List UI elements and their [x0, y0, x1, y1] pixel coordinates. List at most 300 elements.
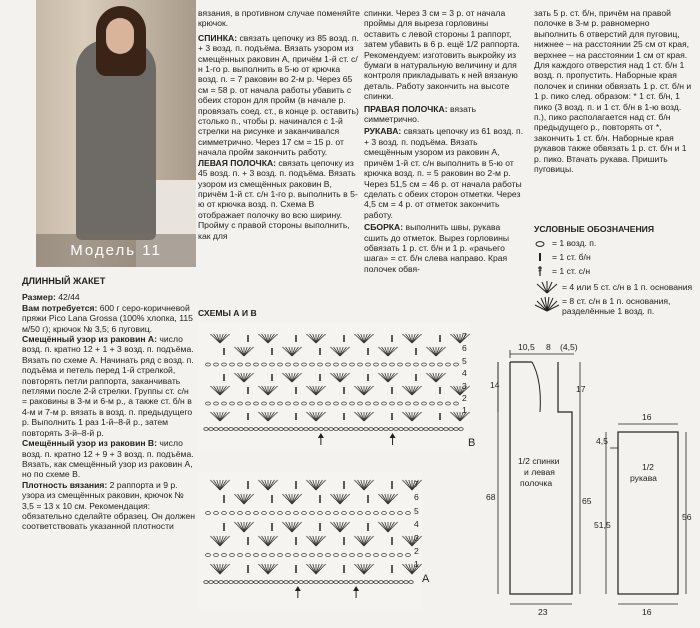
foundation-chain-mark [289, 428, 293, 431]
dim-51-5: 51,5 [594, 520, 611, 530]
chain-stitch-mark [286, 363, 291, 366]
chain-stitch-mark [406, 363, 411, 366]
chain-stitch-mark [262, 402, 267, 405]
chart-a-row-numbers: 7 6 5 4 3 2 1 [414, 479, 419, 570]
foundation-chain-mark [284, 428, 288, 431]
foundation-chain-mark [229, 428, 233, 431]
foundation-chain-mark [264, 581, 268, 584]
dim-sleeve-bottom-16: 16 [642, 607, 652, 617]
chart-b-grid [198, 322, 470, 452]
chain-stitch-mark [326, 363, 331, 366]
foundation-chain-mark [364, 581, 368, 584]
foundation-chain-mark [329, 428, 333, 431]
materials-paragraph: Вам потребуется: 600 г серо-коричневой пряжи Pico Lana Grossa (100% хлопка, 115 м/50 г); крючок № 3,5; 6 пуговиц. [22, 302, 193, 334]
chain-stitch-mark [230, 512, 235, 515]
chain-stitch-mark [374, 554, 379, 557]
chain-stitch-mark [318, 402, 323, 405]
chain-stitch-mark [334, 402, 339, 405]
column-2 [198, 8, 360, 241]
chain-stitch-mark [286, 402, 291, 405]
chain-stitch-mark [406, 554, 411, 557]
foundation-chain-mark [219, 428, 223, 431]
single-crochet-mark [223, 523, 225, 531]
single-crochet-mark [247, 413, 249, 420]
chain-stitch-mark [390, 363, 395, 366]
legend-item: = 4 или 5 ст. с/н в 1 п. основания [562, 282, 693, 292]
foundation-chain-mark [214, 581, 218, 584]
single-crochet-mark [319, 374, 321, 381]
foundation-chain-mark [449, 428, 453, 431]
single-crochet-mark [295, 481, 297, 489]
single-crochet-mark [391, 335, 393, 342]
chain-stitch-mark [398, 363, 403, 366]
shell-stitch-mark [214, 334, 220, 343]
foundation-chain-mark [244, 428, 248, 431]
single-crochet-symbol-icon [534, 252, 546, 262]
shell-stitch-mark [262, 536, 268, 546]
foundation-chain-mark [404, 581, 408, 584]
foundation-chain-mark [204, 581, 208, 584]
shell-stitch-mark [430, 373, 436, 382]
foundation-chain-mark [224, 428, 228, 431]
chain-stitch-mark [206, 512, 211, 515]
single-crochet-mark [295, 387, 297, 394]
single-crochet-mark [367, 348, 369, 355]
foundation-chain-mark [384, 581, 388, 584]
shell-stitch-mark [406, 412, 412, 421]
foundation-chain-mark [299, 581, 303, 584]
repeat-arrow-head [353, 586, 359, 591]
shell-stitch-mark [334, 494, 340, 504]
foundation-chain-mark [304, 581, 308, 584]
foundation-chain-mark [379, 428, 383, 431]
single-crochet-mark [247, 565, 249, 573]
chain-stitch-mark [422, 402, 427, 405]
foundation-chain-mark [444, 428, 448, 431]
chain-stitch-mark [382, 363, 387, 366]
chain-stitch-mark [246, 363, 251, 366]
single-crochet-mark [247, 387, 249, 394]
chain-stitch-mark [222, 402, 227, 405]
shell-stitch-mark [310, 334, 316, 343]
foundation-chain-mark [254, 428, 258, 431]
foundation-chain-mark [284, 581, 288, 584]
chain-stitch-mark [326, 554, 331, 557]
chain-stitch-mark [414, 363, 419, 366]
foundation-chain-mark [339, 581, 343, 584]
shell-stitch-mark [454, 412, 460, 421]
chain-stitch-mark [302, 554, 307, 557]
chain-stitch-mark [206, 402, 211, 405]
shell-stitch-mark [454, 334, 460, 343]
single-crochet-mark [295, 335, 297, 342]
chain-stitch-mark [214, 512, 219, 515]
shell-stitch-mark [214, 480, 220, 490]
foundation-chain-mark [389, 428, 393, 431]
dim-68: 68 [486, 492, 496, 502]
chain-stitch-mark [302, 402, 307, 405]
foundation-chain-mark [409, 428, 413, 431]
shell-stitch-mark [310, 386, 316, 395]
chart-b-row-numbers: 7 6 5 4 3 2 1 [462, 331, 467, 416]
foundation-chain-mark [269, 581, 273, 584]
foundation-chain-mark [209, 581, 213, 584]
foundation-chain-mark [274, 581, 278, 584]
foundation-chain-mark [214, 428, 218, 431]
foundation-chain-mark [279, 581, 283, 584]
single-crochet-mark [271, 374, 273, 381]
pattern-b-paragraph: Смещённый узор из раковин В: число возд. п. кратно 12 + 9 + 3 возд. п. подъёма. Вязать, как смещённый узор из раковин А, но по схеме В. [22, 438, 194, 480]
foundation-chain-mark [394, 581, 398, 584]
chain-stitch-mark [382, 402, 387, 405]
chain-stitch-mark [382, 554, 387, 557]
foundation-chain-mark [354, 428, 358, 431]
single-crochet-mark [343, 413, 345, 420]
chain-stitch-mark [230, 554, 235, 557]
chain-stitch-mark [214, 554, 219, 557]
foundation-chain-mark [259, 428, 263, 431]
foundation-chain-mark [384, 428, 388, 431]
chain-stitch-mark [246, 554, 251, 557]
shell-stitch-mark [238, 347, 244, 356]
chain-stitch-mark [422, 363, 427, 366]
foundation-chain-mark [344, 428, 348, 431]
chain-stitch-mark [254, 512, 259, 515]
chain-stitch-mark [406, 512, 411, 515]
foundation-chain-mark [289, 581, 293, 584]
size-paragraph: Размер: 42/44 [22, 292, 80, 303]
chain-stitch-mark [286, 554, 291, 557]
chain-stitch-mark [254, 554, 259, 557]
single-crochet-mark [319, 495, 321, 503]
chain-stitch-mark [342, 512, 347, 515]
shell-stitch-mark [310, 564, 316, 574]
back-label-line-1: 1/2 спинки [518, 456, 560, 466]
shell-stitch-mark [406, 480, 412, 490]
chain-stitch-mark [318, 512, 323, 515]
foundation-chain-mark [434, 428, 438, 431]
repeat-arrow-head [295, 586, 301, 591]
chain-stitch-mark [350, 512, 355, 515]
chain-stitch-mark [438, 363, 443, 366]
single-crochet-mark [343, 481, 345, 489]
single-crochet-mark [343, 335, 345, 342]
chain-stitch-mark [302, 512, 307, 515]
shell-stitch-mark [214, 564, 220, 574]
shell-stitch-mark [430, 347, 436, 356]
repeat-arrow-head [390, 433, 396, 438]
foundation-chain-mark [224, 581, 228, 584]
foundation-chain-mark [249, 581, 253, 584]
foundation-chain-mark [229, 581, 233, 584]
chain-stitch-mark [446, 402, 451, 405]
foundation-chain-mark [389, 581, 393, 584]
foundation-chain-mark [249, 428, 253, 431]
chain-stitch-mark [270, 363, 275, 366]
foundation-chain-mark [319, 428, 323, 431]
legend-title: УСЛОВНЫЕ ОБОЗНАЧЕНИЯ [534, 224, 655, 234]
chain-stitch-mark [230, 363, 235, 366]
pattern-a-paragraph: Смещённый узор из раковин А: число возд. п. кратно 12 + 1 + 3 возд. п. подъёма. Вязать по схеме А. Начинать ряд с возд. п. подъёма и петель перед 1-й стрелкой, повторять петли раппорта, заканчивать петлями после 2-й стрелки. Группы ст. с/н = раковины в 3-м и 6-м р., а также ст. б/н в 4-м и 7-м р. вязать в возд. п. предыдущего р. Выполнить 1 раз 1-й–8-й р., затем повторять 3-й–8-й р. [22, 334, 194, 438]
shell-stitch-mark [358, 412, 364, 421]
chain-stitch-mark [262, 363, 267, 366]
chain-stitch-mark [294, 363, 299, 366]
dim-56: 56 [682, 512, 692, 522]
chain-stitch-mark [310, 554, 315, 557]
chain-stitch-mark [358, 554, 363, 557]
single-crochet-mark [271, 348, 273, 355]
sleeves-paragraph: РУКАВА: связать цепочку из 61 возд. п. + 3 возд. п. подъёма. Вязать смещённым узором из раковин А, причём 1-й ст. с/н выполнить в 5-ю от крючка возд. п. = 5 раковин во 2-м р. Через 51,5 см = 46 р. от начала работы сделать с обеих сторон отметки. Через 4,5 см = 4 р. от отметок закончить работу. [364, 126, 524, 220]
foundation-chain-mark [319, 581, 323, 584]
single-crochet-mark [319, 348, 321, 355]
shell-stitch-mark [358, 334, 364, 343]
chain-stitch-mark [374, 512, 379, 515]
legend-item: = 1 возд. п. [552, 238, 597, 248]
foundation-chain-mark [349, 428, 353, 431]
foundation-chain-mark [459, 428, 463, 431]
chain-symbol-icon [534, 240, 546, 248]
foundation-chain-mark [454, 428, 458, 431]
single-crochet-mark [391, 387, 393, 394]
foundation-chain-mark [314, 428, 318, 431]
foundation-chain-mark [329, 581, 333, 584]
chart-b [198, 322, 470, 452]
double-crochet-symbol-icon [534, 265, 546, 277]
shell-stitch-mark [262, 334, 268, 343]
shell-stitch-mark [238, 373, 244, 382]
chain-stitch-mark [342, 363, 347, 366]
foundation-chain-mark [399, 428, 403, 431]
chart-a-label: А [422, 573, 430, 585]
chain-stitch-mark [310, 512, 315, 515]
dim-sleeve-top-16: 16 [642, 412, 652, 422]
single-crochet-mark [247, 537, 249, 545]
chain-stitch-mark [254, 402, 259, 405]
chain-stitch-mark [238, 512, 243, 515]
chain-stitch-mark [390, 554, 395, 557]
chain-stitch-mark [214, 402, 219, 405]
chain-stitch-mark [230, 402, 235, 405]
chain-stitch-mark [238, 554, 243, 557]
chain-stitch-mark [358, 402, 363, 405]
shell-stitch-mark [334, 373, 340, 382]
chain-stitch-mark [350, 402, 355, 405]
chain-stitch-mark [262, 512, 267, 515]
foundation-chain-mark [269, 428, 273, 431]
chain-stitch-mark [278, 554, 283, 557]
foundation-chain-mark [234, 428, 238, 431]
chain-stitch-mark [374, 363, 379, 366]
foundation-chain-mark [239, 428, 243, 431]
single-crochet-mark [439, 387, 441, 394]
foundation-chain-mark [279, 428, 283, 431]
foundation-chain-mark [334, 428, 338, 431]
chain-stitch-mark [270, 402, 275, 405]
chain-stitch-mark [270, 512, 275, 515]
foundation-chain-mark [364, 428, 368, 431]
foundation-chain-mark [264, 428, 268, 431]
chain-stitch-mark [318, 554, 323, 557]
single-crochet-mark [415, 374, 417, 381]
shell-stitch-mark [406, 334, 412, 343]
chain-stitch-mark [286, 512, 291, 515]
shell-stitch-mark [214, 412, 220, 421]
legend [534, 224, 694, 317]
single-crochet-mark [319, 523, 321, 531]
dim-4-5: (4,5) [560, 342, 578, 352]
foundation-chain-mark [354, 581, 358, 584]
foundation-chain-mark [309, 581, 313, 584]
foundation-chain-mark [324, 581, 328, 584]
single-crochet-mark [391, 481, 393, 489]
chain-stitch-mark [238, 363, 243, 366]
shell-stitch-mark [382, 522, 388, 532]
chain-stitch-mark [278, 363, 283, 366]
shell-stitch-mark [214, 536, 220, 546]
shell-stitch-mark [262, 386, 268, 395]
foundation-chain-mark [369, 581, 373, 584]
single-crochet-mark [391, 565, 393, 573]
single-crochet-mark [343, 387, 345, 394]
chain-stitch-mark [350, 554, 355, 557]
chain-stitch-mark [262, 554, 267, 557]
shell-stitch-mark [382, 373, 388, 382]
foundation-chain-mark [259, 581, 263, 584]
foundation-chain-mark [324, 428, 328, 431]
shell-stitch-mark [382, 347, 388, 356]
chain-stitch-mark [326, 402, 331, 405]
chain-stitch-mark [222, 363, 227, 366]
chain-stitch-mark [374, 402, 379, 405]
foundation-chain-mark [209, 428, 213, 431]
chain-stitch-mark [342, 554, 347, 557]
assembly-paragraph: СБОРКА: выполнить швы, рукава сшить до отметок. Вырез горловины обвязать 1 р. ст. б/н и 1 р. «рачьего шага» = ст. б/н слева направо. Края полочек обвя- [364, 222, 510, 274]
shell-stitch-mark [358, 480, 364, 490]
chain-stitch-mark [294, 554, 299, 557]
foundation-chain-mark [294, 581, 298, 584]
foundation-chain-mark [379, 581, 383, 584]
shell-stitch-mark [310, 412, 316, 421]
chain-stitch-mark [430, 363, 435, 366]
chain-stitch-mark [406, 402, 411, 405]
article-title: ДЛИННЫЙ ЖАКЕТ [22, 276, 106, 286]
chart-a [198, 472, 422, 610]
single-crochet-mark [295, 413, 297, 420]
chain-stitch-mark [214, 363, 219, 366]
chain-stitch-mark [366, 402, 371, 405]
shell-stitch-mark [382, 494, 388, 504]
single-crochet-mark [271, 523, 273, 531]
chain-stitch-mark [398, 554, 403, 557]
single-crochet-mark [271, 495, 273, 503]
chain-stitch-mark [222, 554, 227, 557]
chain-stitch-mark [430, 402, 435, 405]
chain-stitch-mark [390, 512, 395, 515]
single-crochet-mark [247, 481, 249, 489]
back-paragraph: СПИНКА: связать цепочку из 85 возд. п. + 3 возд. п. подъёма. Вязать узором из смещённых раковин А, причём 1-й ст. с/н 1-го р. выполнить в 5-ю от крючка возд. п. = 7 раковин во 2-м р. Через 65 см = 58 р. от начала работы убавить с обеих сторон для пройм (в начале р. провязать соед. ст., в конце р. оставить) столько п., чтобы р. начинался с 1-й стрелки на рисунке и заканчивался симметрично. Через 17 см = 15 р. от начала пройм закончить работу. [198, 32, 359, 158]
single-crochet-mark [343, 537, 345, 545]
dim-65: 65 [582, 496, 592, 506]
chain-stitch-mark [446, 363, 451, 366]
model-photo [36, 0, 196, 267]
chain-stitch-mark [350, 363, 355, 366]
chain-stitch-mark [302, 363, 307, 366]
foundation-chain-mark [299, 428, 303, 431]
legend-item: = 8 ст. с/н в 1 п. основания, разделённые 1 возд. п. [562, 296, 671, 317]
legend-item: = 1 ст. б/н [552, 252, 591, 262]
chain-stitch-mark [246, 402, 251, 405]
foundation-chain-mark [399, 581, 403, 584]
single-crochet-mark [295, 565, 297, 573]
neckline-paragraph: спинки. Через 3 см = 3 р. от начала проймы для выреза горловины оставить с левой стороны 1 раппорт, затем убавить в 6 р. ещё 1/2 раппорта. Рекомендуем: изготовить выкройку из бумаги в натуральную величину и для контроля прикладывать к ней вязаную деталь. Работу закончить на высоте спинки. [364, 8, 520, 102]
photo-caption: Модель 11 [36, 234, 196, 267]
chain-stitch-mark [438, 402, 443, 405]
foundation-chain-mark [359, 581, 363, 584]
single-crochet-mark [223, 348, 225, 355]
foundation-chain-mark [414, 428, 418, 431]
shell-stitch-mark [310, 480, 316, 490]
shell-stitch-mark [334, 522, 340, 532]
chain-stitch-mark [318, 363, 323, 366]
shell-stitch-mark [286, 522, 292, 532]
chain-stitch-mark [326, 512, 331, 515]
foundation-chain-mark [404, 428, 408, 431]
shell-stitch-mark [286, 347, 292, 356]
chain-stitch-mark [454, 363, 459, 366]
dim-23: 23 [538, 607, 548, 617]
chain-stitch-mark [278, 402, 283, 405]
chain-stitch-mark [238, 402, 243, 405]
chain-stitch-mark [366, 363, 371, 366]
shell-stitch-mark [358, 564, 364, 574]
charts-heading: СХЕМЫ А И В [198, 308, 257, 318]
column-3 [364, 8, 524, 274]
foundation-chain-mark [314, 581, 318, 584]
density-paragraph: Плотность вязания: 2 раппорта и 9 р. узора из смещённых раковин, крючок № 3,5 = 13 х 10 см. Рекомендация: обязательно сделайте образец. Он должен соответствовать указанной плотности [22, 479, 196, 532]
shell-large-symbol-icon [534, 296, 560, 312]
chain-stitch-mark [294, 512, 299, 515]
foundation-chain-mark [374, 428, 378, 431]
shell-stitch-mark [406, 536, 412, 546]
single-crochet-mark [223, 495, 225, 503]
shell-stitch-mark [262, 412, 268, 421]
back-label-line-2: и левая [524, 467, 555, 477]
foundation-chain-mark [369, 428, 373, 431]
chain-stitch-mark [334, 512, 339, 515]
foundation-chain-mark [309, 428, 313, 431]
single-crochet-mark [439, 413, 441, 420]
foundation-chain-mark [374, 581, 378, 584]
shell-stitch-mark [238, 494, 244, 504]
shell-stitch-mark [406, 386, 412, 395]
back-label-line-3: полочка [520, 478, 553, 488]
single-crochet-mark [391, 537, 393, 545]
shell-stitch-mark [214, 386, 220, 395]
chain-stitch-mark [366, 512, 371, 515]
dim-sleeve-4-5: 4,5 [596, 436, 608, 446]
shell-stitch-mark [358, 386, 364, 395]
chain-stitch-mark [246, 512, 251, 515]
chain-stitch-mark [454, 402, 459, 405]
chain-stitch-mark [382, 512, 387, 515]
single-crochet-mark [343, 565, 345, 573]
foundation-chain-mark [244, 581, 248, 584]
foundation-chain-mark [294, 428, 298, 431]
chain-stitch-mark [206, 363, 211, 366]
foundation-chain-mark [254, 581, 258, 584]
chain-stitch-mark [342, 402, 347, 405]
single-crochet-mark [367, 523, 369, 531]
